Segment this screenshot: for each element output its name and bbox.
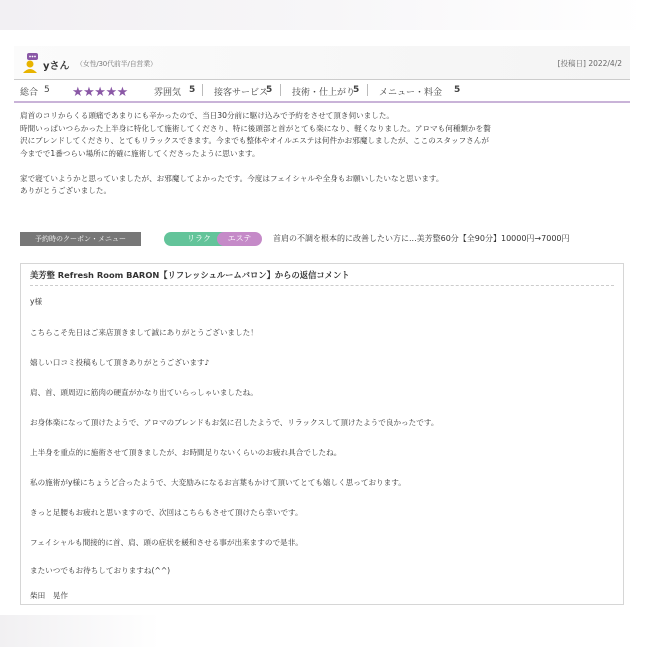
reply-line: お身体楽になって頂けたようで、アロマのブレンドもお気に召したようで、リラックスして頂けたようで良かったです。 <box>30 418 439 427</box>
overall-score: 5 <box>44 85 50 95</box>
overall-label: 総合 <box>20 88 39 98</box>
review-line: ありがとうございました。 <box>20 186 112 195</box>
reply-line: フェイシャルも間接的に首、肩、頭の症状を緩和させる事が出来ますので是非。 <box>30 538 303 547</box>
rating-score-atmosphere: 5 <box>189 85 196 95</box>
reply-signature: 柴田 晃作 <box>30 591 68 600</box>
divider <box>202 84 203 96</box>
rating-score-technique: 5 <box>353 85 360 95</box>
review-line: 家で寝ていようかと思っていましたが、お邪魔してよかったです。今度はフェイシャルや全身もお願いしたいなと思います。 <box>20 173 444 183</box>
tag-relax[interactable]: リラク <box>164 232 234 246</box>
bottom-background-shade <box>0 615 160 647</box>
reply-line: 嬉しい口コミ投稿もして頂きありがとうございます♪ <box>30 358 210 367</box>
reviewer-name: yさん <box>43 61 70 72</box>
coupon-label: 予約時のクーポン・メニュー <box>20 232 141 246</box>
reply-divider <box>30 285 614 286</box>
coupon-link[interactable]: 首肩の不調を根本的に改善したい方に...美芳整60分【全90分】10000円→7000円 <box>273 234 570 243</box>
ratings-bar <box>14 80 630 103</box>
user-avatar-icon <box>22 53 40 73</box>
reply-line: またいつでもお待ちしておりますね(^^) <box>30 566 171 575</box>
star-rating-icon: ★★★★★ <box>72 85 128 100</box>
divider <box>280 84 281 96</box>
review-line: 沢にブレンドしてくださり、とてもリラックスできます。今までも整体やオイルエステは何件かお邪魔しましたが、ここのスタッフさんが <box>20 136 489 145</box>
review-card <box>14 46 630 103</box>
review-header <box>14 46 630 80</box>
rating-score-service: 5 <box>266 85 273 95</box>
coupon-row <box>20 232 628 246</box>
tag-esthe[interactable]: エステ <box>217 232 262 246</box>
review-line: 時間いっぱいつらかった上半身に特化して施術してくださり、特に後頭部と首がとても楽になり、軽くなりました。アロマも何種類かを贅 <box>20 123 491 133</box>
review-body <box>20 110 628 198</box>
review-line <box>20 160 628 173</box>
reply-line: 肩、首、頭周辺に筋肉の硬直がかなり出ていらっしゃいましたね。 <box>30 388 258 397</box>
post-date: [投稿日] 2022/4/2 <box>557 59 622 68</box>
reply-line: きっと足腰もお疲れと思いますので、次回はこちらもさせて頂けたら幸いです。 <box>30 508 303 517</box>
rating-label-service: 接客サービス <box>214 88 269 98</box>
reply-title: 美芳整 Refresh Room BARON【リフレッシュルームバロン】からの返信コメント <box>30 270 350 280</box>
rating-label-menu: メニュー・料金 <box>379 88 443 98</box>
review-line: 今までで1番つらい場所に的確に施術してくださったように思います。 <box>20 148 260 158</box>
reviewer-meta: （女性/30代前半/自営業） <box>76 60 157 68</box>
review-line: 肩首のコリからくる頭痛であまりにも辛かったので、当日30分前に駆け込みで予約をさせて頂き伺いました。 <box>20 111 395 120</box>
reply-box <box>20 263 624 605</box>
reply-line: 私の施術がy様にちょうど合ったようで、大変励みになるお言葉もかけて頂いてとても嬉しく思っております。 <box>30 478 406 487</box>
divider <box>367 84 368 96</box>
rating-score-menu: 5 <box>454 85 461 95</box>
rating-label-technique: 技術・仕上がり <box>292 88 356 98</box>
reply-line: 上半身を重点的に施術させて頂きましたが、お時間足りないくらいのお疲れ具合でしたね。 <box>30 448 342 457</box>
reply-line: こちらこそ先日はご来店頂きまして誠にありがとうございました！ <box>30 328 258 337</box>
rating-label-atmosphere: 雰囲気 <box>154 88 182 98</box>
reply-line: y様 <box>30 297 43 306</box>
top-background-shade <box>0 0 647 30</box>
